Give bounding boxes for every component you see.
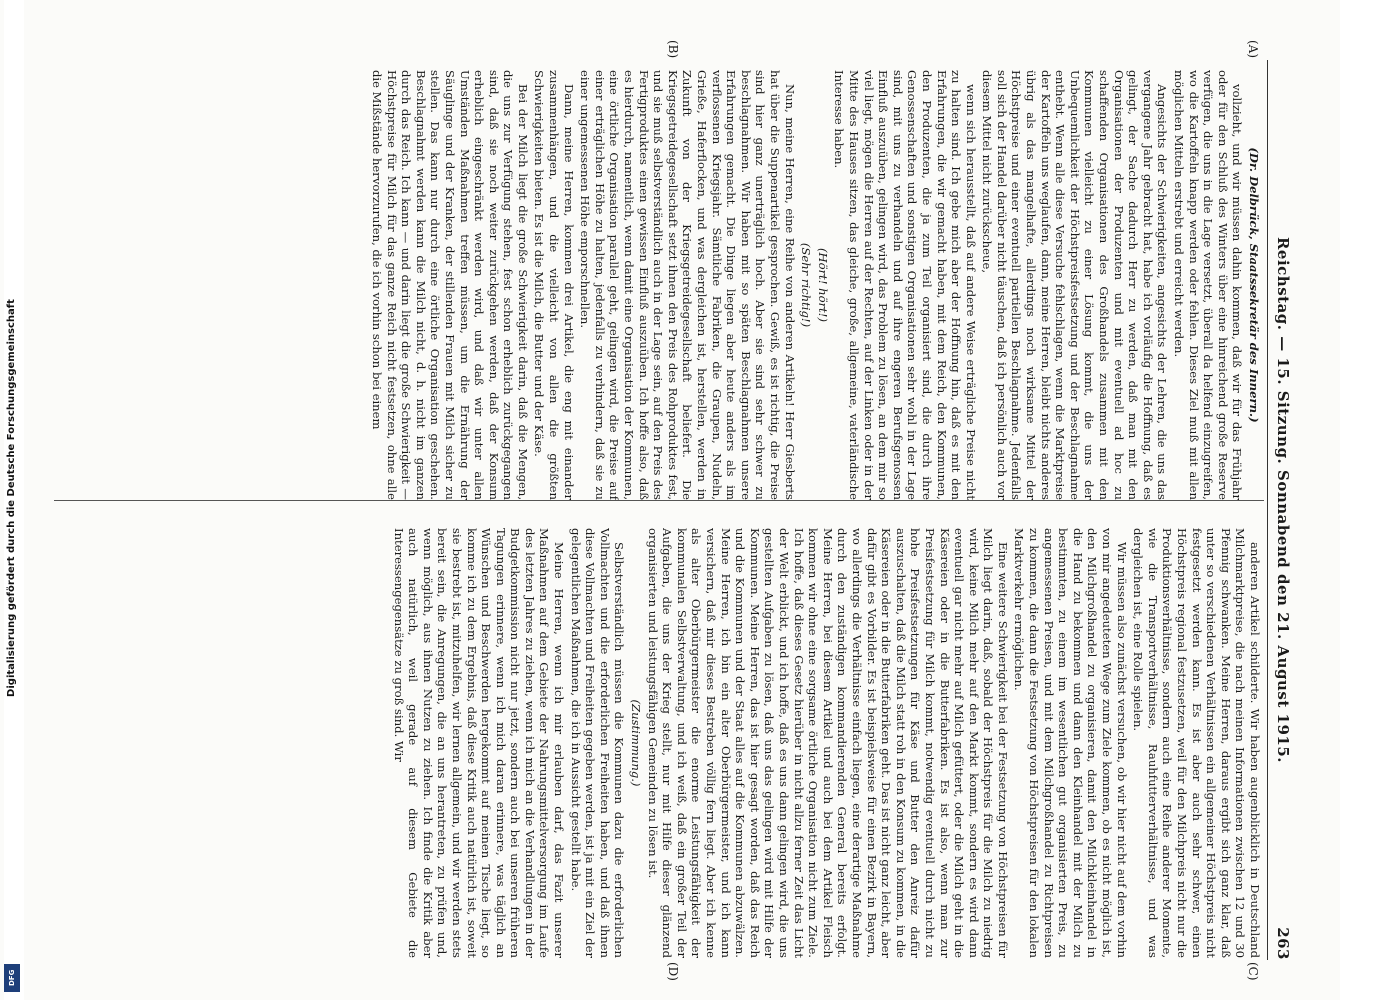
margin-mark-d: (D) [666, 962, 680, 981]
dfg-logo-icon: DFG [4, 964, 20, 992]
left-paragraph: Nun, meine Herren, eine Reihe von anderen Artikeln! Herr Giesberts hat über die Suppenartikel gesprochen. Gewiß, es ist richtig, die Preise sind hier ganz unerträglich hoch. Aber sie sind sehr schwer zu beschlagnahmen. Wir haben mit so späten Beschlagnahmen unsere Erfahrungen gemacht. Die Dinge liegen aber heute anders als im verflossenen Kriegsjahr. Sämtliche Fabriken, die Graupen, Nudeln, Grieße, Haferflocken, und was dergleichen ist, herstellen, werden in Zukunft von der Kriegsgetreidegesellschaft beliefert. Die Kriegsgetreidegesellschaft setzt ihnen den Preis des Rohproduktes fest, und sie muß selbstverständlich auch in der Lage sein, auf den Preis des Fertigproduktes einen gewissen Einfluß auszuüben. Ich hoffe also, daß es hierdurch, namentlich, wenn damit eine Organisation der Kommunen, eine örtliche Organisation parallel geht, gelingen wird, die Preise auf einer erträglichen Höhe zu halten, jedenfalls zu verhindern, daß sie zu einer ungemessenen Höhe emporschnellen. [578, 70, 797, 500]
header-rule [1267, 60, 1268, 960]
page-number: 263 [1274, 927, 1292, 960]
page-header [1272, 40, 1292, 960]
left-paragraph: Dann, meine Herren, kommen drei Artikel, die eng mit einander zusammenhängen, und die vielleicht von allen die größten Schwierigkeiten bieten. Es ist die Milch, die Butter und der Käse. [532, 70, 576, 500]
running-title: Reichstag. — 15. Sitzung. Sonnabend den 21. August 1915. [1274, 236, 1292, 764]
margin-mark-c: (C) [1246, 962, 1260, 981]
margin-mark-a: (A) [1246, 40, 1260, 59]
speaker-intro: (Dr. Delbrück, Staatssekretär des Innern.) [1247, 147, 1261, 423]
left-paragraph: vollzieht, und wir müssen dahin kommen, daß wir für das Frühjahr oder für den Schluß des Winters über eine hinreichend große Reserve verfügen, die uns in die Lage versetzt, überall da helfend einzugreifen, wo die Kartoffeln knapp werden oder fehlen. Dieses Ziel muß mit allen möglichen Mitteln erstrebt und erreicht werden. [1172, 70, 1245, 500]
right-paragraph: Eine weitere Schwierigkeit bei der Festsetzung von Höchstpreisen für Milch liegt darin, daß, sobald der Höchstpreis für die Milch zu niedrig wird, keine Milch mehr auf den Markt kommt, sondern es wird dann eventuell gar nicht mehr auf Milch gefüttert, oder die Milch geht in die Käsereien oder in die Butterfabriken. Es ist also, wenn man zur Preisfestsetzung für Milch kommt, notwendig eventuell durch nicht zu hohe Preisfestsetzungen für Käse und Butter den Anreiz dafür auszuschalten, daß die Milch statt roh in den Konsum zu kommen, in die Käsereien oder in die Butterfabriken geht. Das ist nicht ganz leicht, aber dafür gibt es Vorbilder. Es ist beispielsweise für einen Bezirk in Bayern, wo allerdings die Verhältnisse einfach liegen, eine derartige Maßnahme durch den zuständigen kommandierenden General bereits erfolgt. Meine Herren, bei diesem Artikel und auch bei dem Artikel Fleisch kommen wir ohne eine sorgsame örtliche Organisation nicht zum Ziele. Ich hoffe, daß dieses Gesetz hierüber in nicht allzu ferner Zeit das Licht der Welt erblickt, und ich hoffe, daß es uns dann gelingen wird, die uns gestellten Aufgaben zu lösen, daß uns das gelingen wird mit Hilfe der Kommunen. Meine Herren, das ist hier gesagt worden, daß das Reich und die Kommunen und der Staat alles auf die Kommunen abzuwälzen. Meine Herren, ich bin ein alter Oberbürgermeister, und ich kann versichern, daß mir dieses Bestreben völlig fern liegt. Aber ich kenne als alter Oberbürgermeister die enorme Leistungsfähigkeit der kommunalen Selbstverwaltung, und ich weiß, daß ein großer Teil der Aufgaben, die uns der Krieg stellt, nur mit Hilfe dieser glänzend organisierten und leistungsfähigen Gemeinden zu lösen ist. [645, 528, 1010, 958]
interjection: (Zustimmung.) [629, 699, 644, 787]
interjection: (Hört! hört!) [815, 248, 830, 322]
right-paragraph: Meine Herren, wenn ich mir erlauben darf, das Fazit unserer Maßnahmen auf dem Gebiete der Nahrungsmittelversorgung im Laufe des letzten Jahres zu ziehen, wenn ich mich an die Verhandlungen in der Budgetkommission nicht nur jetzt, sondern auch bei unseren früheren Tagungen erinnere, wenn ich mich daran erinnere, was täglich an Wünschen und Beschwerden hergekommt auf meinen Tische liegt, so komme ich zu dem Ergebnis, daß diese Kritik auch natürlich ist, soweit sie bestrebt ist, mitzuhelfen, wir lernen allgemein, und wir werden stets bereit sein, die Anregungen, die an uns herantreten, zu prüfen und, wenn möglich, aus ihnen Nutzen zu ziehen. Ich finde die Kritik aber auch natürlich, weil gerade auf diesem Gebiete die Interessengegensätze zu groß sind. Wir [391, 528, 567, 958]
funding-notice: Digitalisierung gefördert durch die Deutsche Forschungsgemeinschaft [6, 299, 17, 697]
funding-strip [4, 0, 24, 1000]
right-column [62, 528, 1262, 958]
right-paragraph: Selbstverständlich müssen die Kommunen dazu die erforderlichen Vollmachten und die erforderlichen Freiheiten haben, und daß ihnen diese Vollmachten und Freiheiten gegeben werden, ist ja mit ein Ziel der gelegentlichen Maßnahmen, die ich in Aussicht gestellt habe. [568, 528, 627, 958]
right-paragraph: Wir müssen also zunächst versuchen, ob wir hier nicht auf dem vorhin von mir angedeuteten Wege zum Ziele kommen, ob es nicht möglich ist, den Milchgroßhandel zu organisieren, damit den Milchkleinhandel in die Hand zu bekommen und dann den Kleinhandel mit der Milch zu bestimmten, zu einem im wesentlichen gut organisierten Preis, zu angemessenen Preisen, und mit dem Milchgroßhandel zu Richtpreisen zu kommen, die dann die Festsetzung von Höchstpreisen für den lokalen Marktverkehr ermöglichen. [1012, 528, 1129, 958]
margin-mark-b: (B) [666, 40, 680, 59]
interjection: (Sehr richtig!) [799, 242, 814, 328]
left-paragraph: wenn sich herausstellt, daß auf andere Weise erträgliche Preise nicht zu halten sind. Ich gebe mich aber der Hoffnung hin, daß es mit den Erfahrungen, die wir gemacht haben, mit dem Reich, den Kommunen, den Produzenten, die ja zum Teil organisiert sind, die durch ihre Genossenschaften und sonstigen Organisationen sehr wohl in der Lage sind, mit uns zu verhandeln und auf ihre engeren Berufsgenossen Einfluß auszuüben, gelingen wird, das Problem zu lösen, an dem mir so viel liegt, mögen die Herren auf der Rechten, auf der Linken oder in der Mitte des Hauses sitzen, das gleiche, große, allgemeine, vaterländische Interesse haben. [832, 70, 978, 500]
left-column [62, 70, 1262, 500]
right-paragraph: anderen Artikel schilderte. Wir haben augenblicklich in Deutschland Milchmarktpreise, die nach meinen Informationen zwischen 12 und 30 Pfennig schwanken. Meine Herren, daraus ergibt sich ganz klar, daß unter so verschiedenen Verhältnissen ein allgemeiner Höchstpreis nicht festgesetzt werden kann. Es ist aber auch sehr schwer, einen Höchstpreis regional festzusetzen, weil für den Milchpreis nicht nur die Produktionsverhältnisse, sondern auch eine Reihe anderer Momente, wie die Transportverhältnisse, Rauhfutterverhältnisse, und was dergleichen ist, eine Rolle spielen. [1131, 528, 1262, 958]
left-paragraph: Angesichts der Schwierigkeiten, angesichts der Lehren, die uns das vergangene Jahr gebracht hat, habe ich vorläufig die Hoffnung, daß es gelingt, der Sache dadurch Herr zu werden, daß man mit den Organisationen der Produzenten und mit eventuell ad hoc zu schaffenden Organisationen des Großhandels zusammen mit den Kommunen vielleicht zu einer Lösung kommt, die uns der Unbequemlichkeit der Höchstpreisfestsetzung und der Beschlagnahme enthebt. Wenn alle diese Versuche fehlschlagen, wenn die Marktpreise der Kartoffeln uns weglaufen, dann, meine Herren, bleibt nichts anderes übrig als das mangelhafte, allerdings noch wirksame Mittel der Höchstpreise und einer eventuell partiellen Beschlagnahme. Jedenfalls soll sich der Handel darüber nicht täuschen, daß ich persönlich auch vor diesem Mittel nicht zurückscheue, [980, 70, 1170, 500]
left-paragraph: Bei der Milch liegt die große Schwierigkeit darin, daß die Mengen, die uns zur Verfügung stehen, fest schon erheblich zurückgegangen sind, daß sie noch weiter zurückgehen werden, daß der Konsum erheblich eingeschränkt werden wird, und daß wir unter allen Umständen Maßnahmen treffen müssen, um die Ernährung der Säuglinge und der Kranken, der stillenden Frauen mit Milch sicher zu stellen. Das kann nur durch eine örtliche Organisation geschehen. Beschlagnahmt werden kann die Milch nicht, d. h. nicht im ganzen durch das Reich. Ich kann — und darin liegt die große Schwierigkeit — Höchstpreise für Milch für das ganze Reich nicht festsetzen, ohne alle die Mißstände hervorzurufen, die ich vorhin schon bei einem [369, 70, 530, 500]
column-divider [54, 500, 1264, 501]
